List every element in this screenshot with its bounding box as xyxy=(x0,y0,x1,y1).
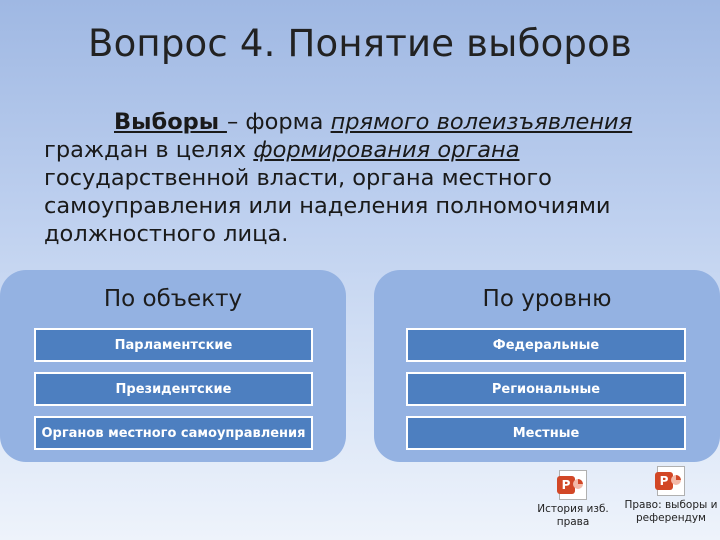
definition-text xyxy=(44,108,684,248)
definition-part-1: – форма xyxy=(226,109,331,135)
definition-emphasis-2: формирования органа xyxy=(253,137,520,163)
item-presidential: Президентские xyxy=(34,372,313,406)
definition-part-2: граждан в целях xyxy=(44,137,254,163)
item-regional: Региональные xyxy=(406,372,686,406)
file-label[interactable]: История изб. права xyxy=(537,503,609,528)
pie-chart-icon xyxy=(573,479,583,489)
definition-term: Выборы xyxy=(114,109,227,135)
panel-title: По уровню xyxy=(482,286,612,312)
file-link-history[interactable] xyxy=(533,470,613,529)
item-parliamentary: Парламентские xyxy=(34,328,313,362)
item-federal: Федеральные xyxy=(406,328,686,362)
powerpoint-file-icon[interactable] xyxy=(657,466,685,496)
definition-part-3: государственной власти, органа местного самоуправления или наделения полномочиями должностного лица. xyxy=(44,165,611,247)
item-local-government-bodies: Органов местного самоуправления xyxy=(34,416,313,450)
definition-emphasis-1: прямого волеизъявления xyxy=(330,109,633,135)
panel-by-level xyxy=(374,270,720,462)
panel-title: По объекту xyxy=(103,286,243,312)
file-label[interactable]: Право: выборы и референдум xyxy=(624,499,718,524)
file-link-elections-referendum[interactable] xyxy=(622,466,720,525)
panel-by-object xyxy=(0,270,346,462)
powerpoint-badge-icon: P xyxy=(557,476,575,494)
powerpoint-file-icon[interactable] xyxy=(559,470,587,500)
pie-chart-icon xyxy=(671,475,681,485)
slide-title: Вопрос 4. Понятие выборов xyxy=(88,22,632,65)
powerpoint-badge-icon: P xyxy=(655,472,673,490)
item-local: Местные xyxy=(406,416,686,450)
